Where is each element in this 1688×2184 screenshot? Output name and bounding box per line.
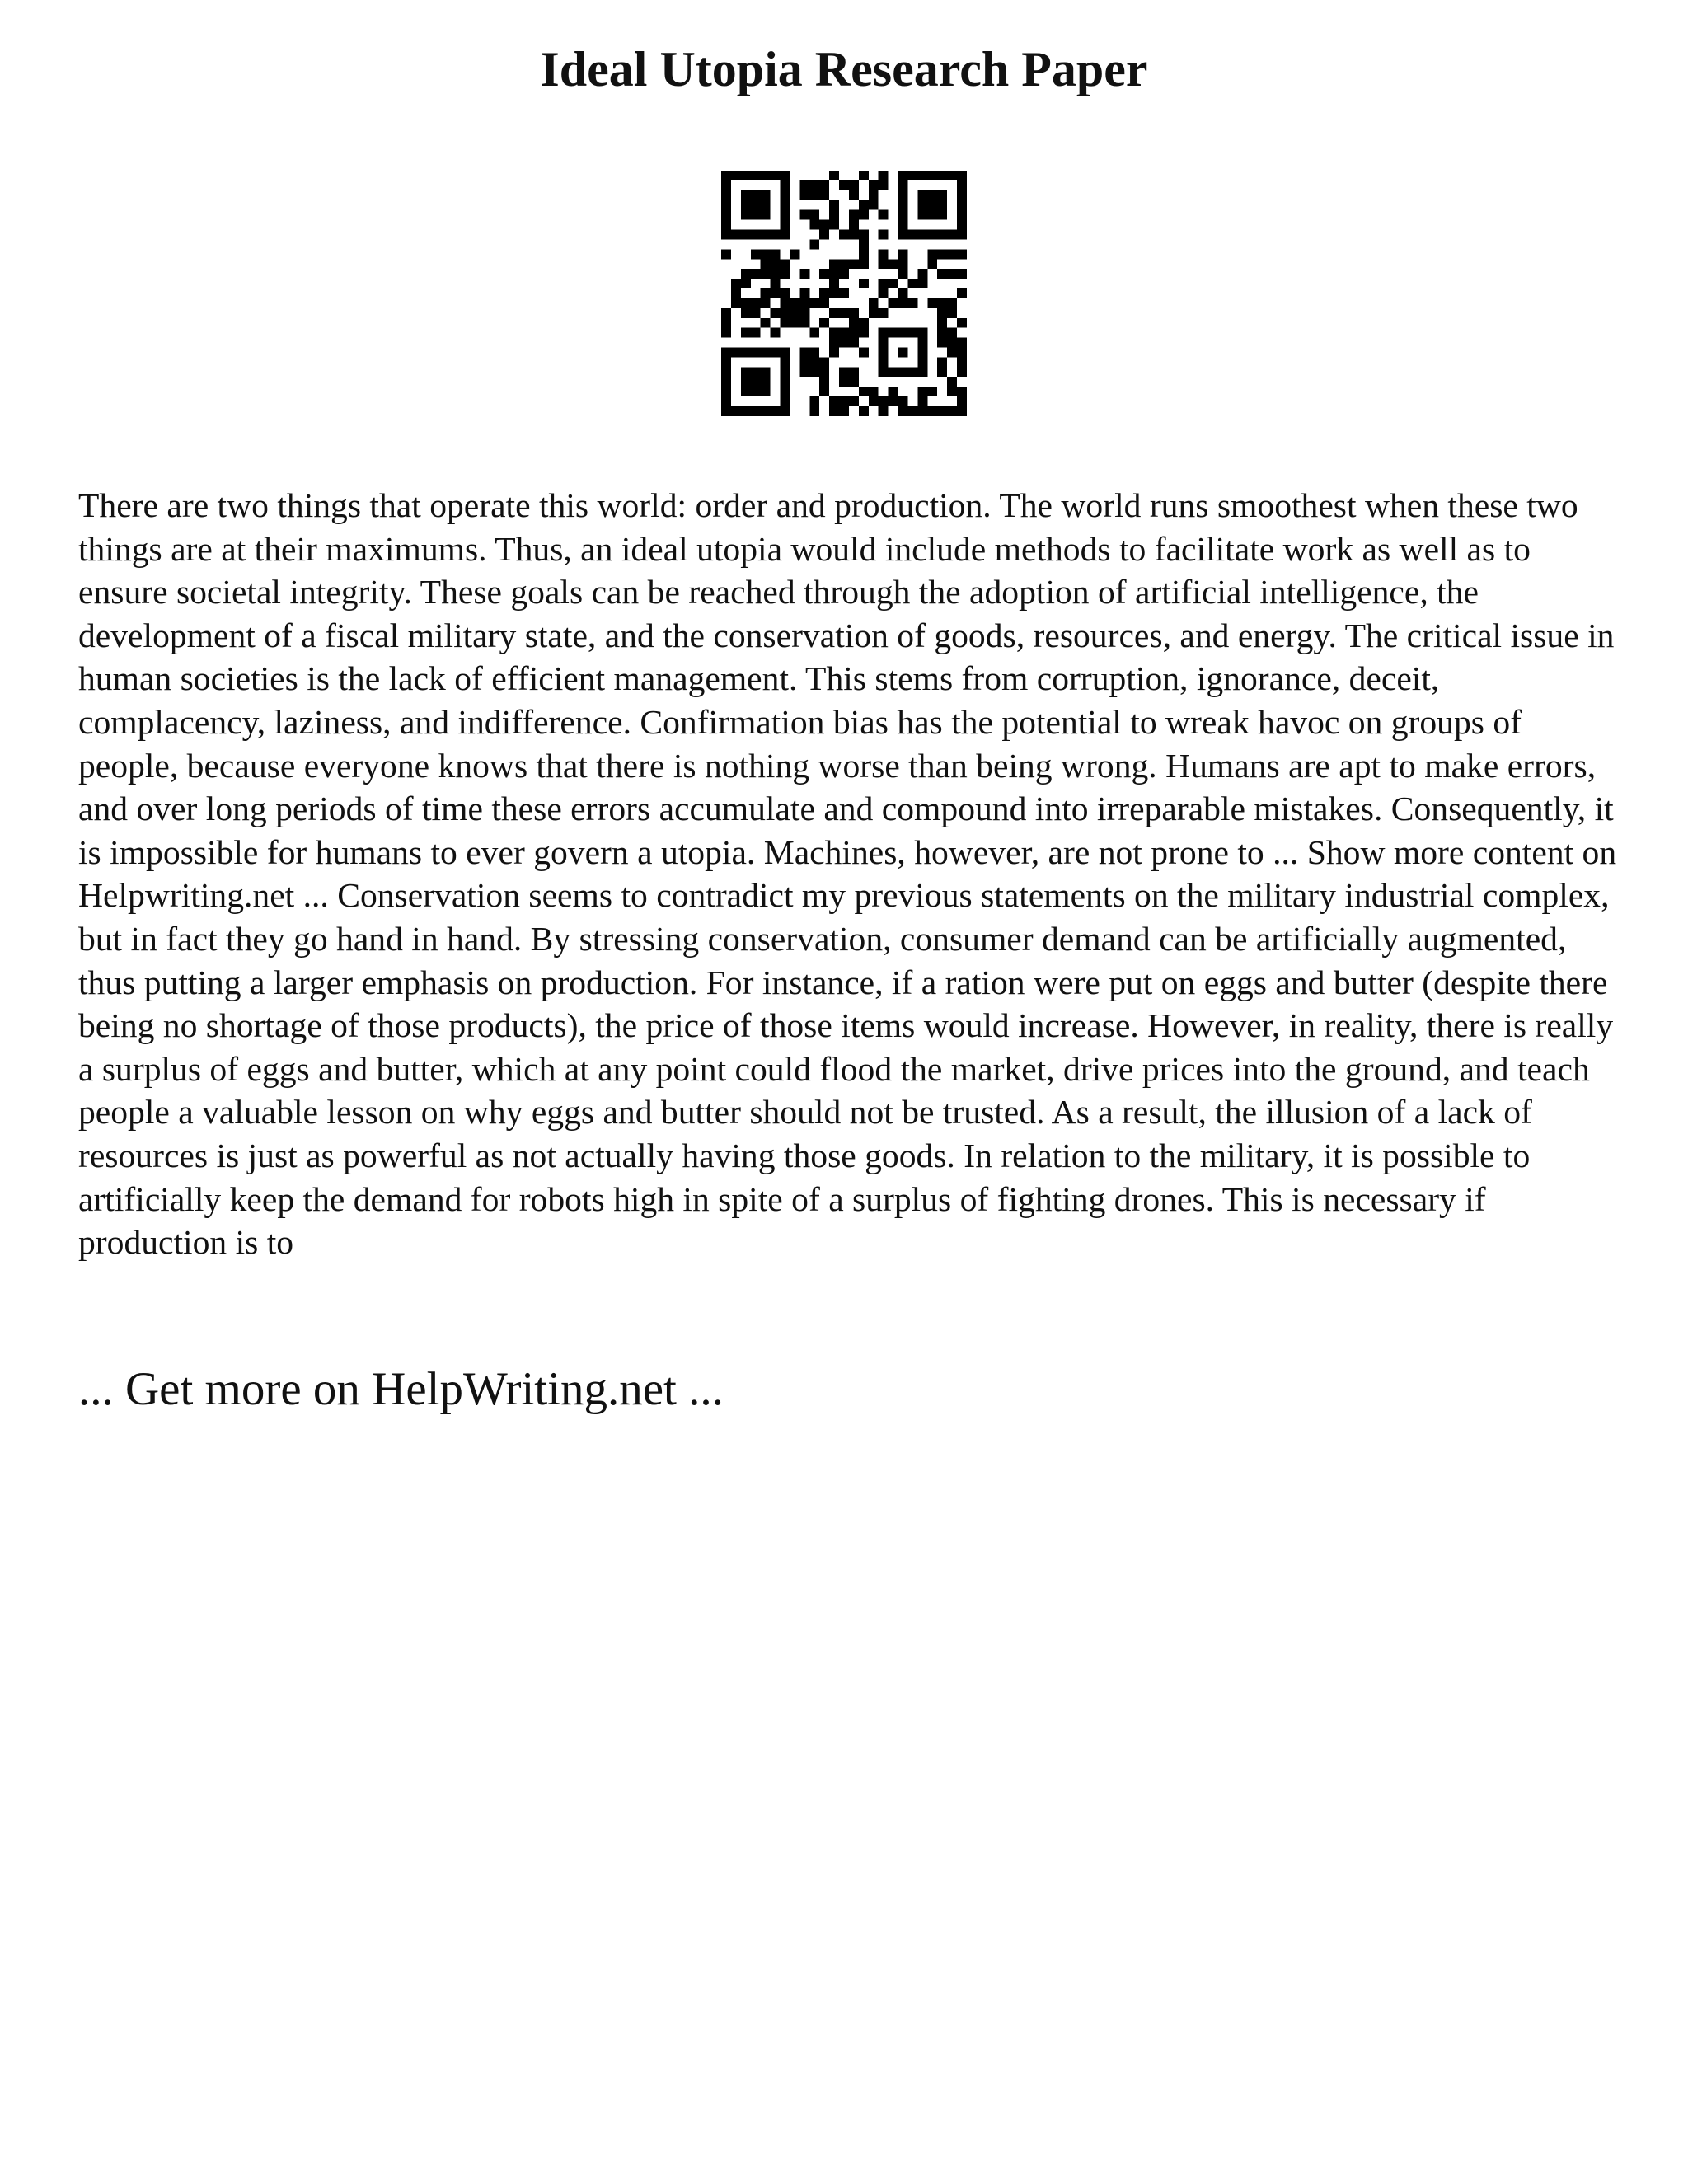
get-more-link[interactable]: ... Get more on HelpWriting.net ...: [78, 1363, 724, 1415]
page-title: Ideal Utopia Research Paper: [540, 42, 1148, 96]
body-paragraph: There are two things that operate this world: order and production. The world runs smoothest when these two things are at their maximums. Thus, an ideal utopia would include methods to facilitate work as well as to ensure societal integrity. These goals can be reached through the adoption of artificial intelligence, the development of a fiscal military state, and the conservation of goods, resources, and energy. The critical issue in human societies is the lack of efficient management. This stems from corruption, ignorance, deceit, complacency, laziness, and indifference. Confirmation bias has the potential to wreak havoc on groups of people, because everyone knows that there is nothing worse than being wrong. Humans are apt to make errors, and over long periods of time these errors accumulate and compound into irreparable mistakes. Consequently, it is impossible for humans to ever govern a utopia. Machines, however, are not prone to ... Show more content on Helpwriting.net ... Conservation seems to contradict my previous statements on the military industrial complex, but in fact they go hand in hand. By stressing conservation, consumer demand can be artificially augmented, thus putting a larger emphasis on production. For instance, if a ration were put on eggs and butter (despite there being no shortage of those products), the price of those items would increase. However, in reality, there is really a surplus of eggs and butter, which at any point could flood the market, drive prices into the ground, and teach people a valuable lesson on why eggs and butter should not be trusted. As a result, the illusion of a lack of resources is just as powerful as not actually having those goods. In relation to the military, it is possible to artificially keep the demand for robots high in spite of a surplus of fighting drones. This is necessary if production is to: [78, 486, 1617, 1262]
qr-code-icon: [721, 171, 967, 416]
